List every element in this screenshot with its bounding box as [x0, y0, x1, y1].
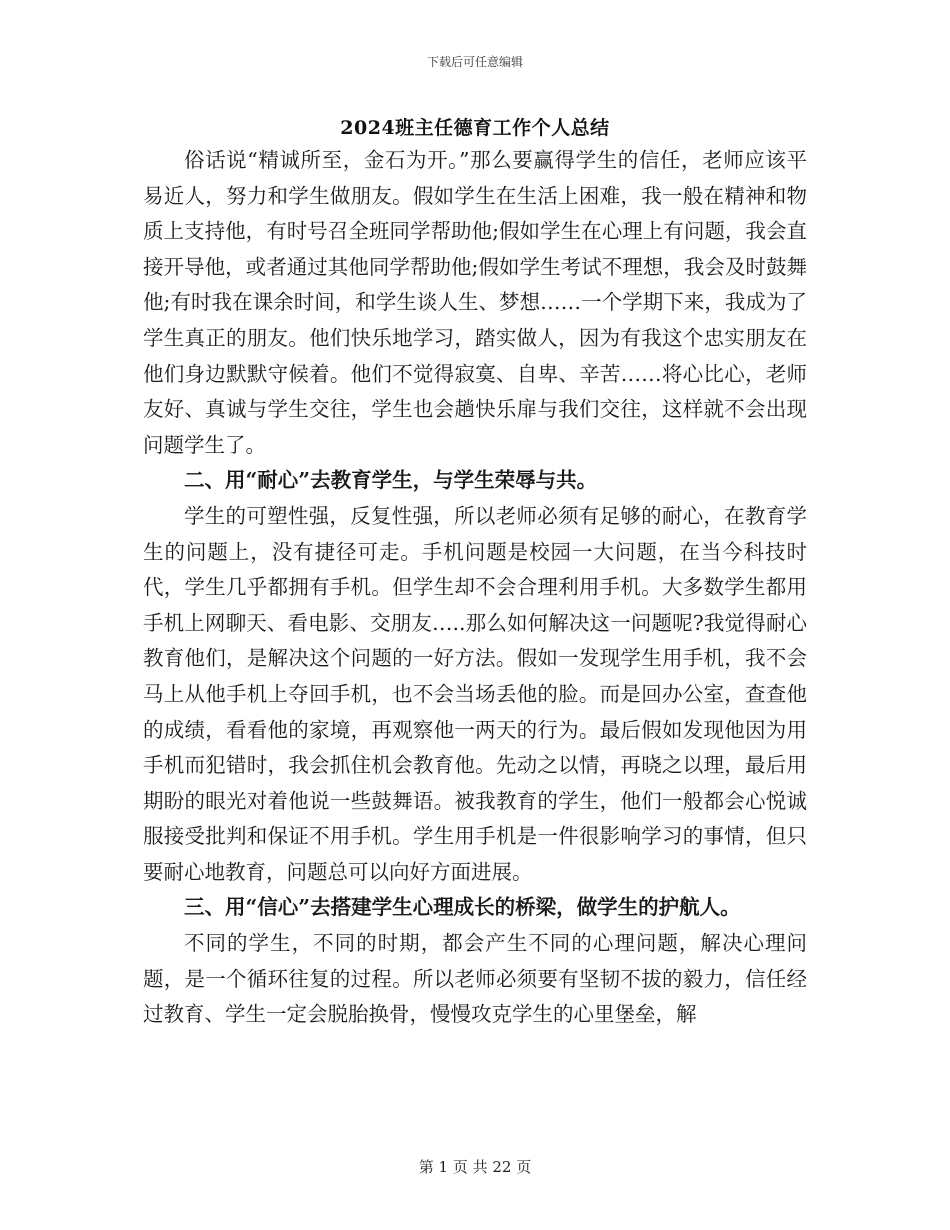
- body-paragraph: 俗话说“精诚所至，金石为开。”那么要赢得学生的信任，老师应该平易近人，努力和学生做朋友。假如学生在生活上困难，我一般在精神和物质上支持他，有时号召全班同学帮助他;假如学生在心理上有问题，我会直接开导他，或者通过其他同学帮助他;假如学生考试不理想，我会及时鼓舞他;有时我在课余时间，和学生谈人生、梦想……一个学期下来，我成为了学生真正的朋友。他们快乐地学习，踏实做人，因为有我这个忠实朋友在他们身边默默守候着。他们不觉得寂寞、自卑、辛苦……将心比心，老师友好、真诚与学生交往，学生也会趟快乐扉与我们交往，这样就不会出现问题学生了。: [143, 148, 807, 457]
- document-title: 2024班主任德育工作个人总结: [340, 117, 610, 139]
- page-footer: 第 1 页 共 22 页: [418, 1158, 532, 1176]
- document-body: [143, 143, 807, 1033]
- body-paragraph: 学生的可塑性强，反复性强，所以老师必须有足够的耐心，在教育学生的问题上，没有捷径可走。手机问题是校园一大问题，在当今科技时代，学生几乎都拥有手机。但学生却不会合理利用手机。大多数学生都用手机上网聊天、看电影、交朋友…..那么如何解决这一问题呢?我觉得耐心教育他们，是解决这个问题的一好方法。假如一发现学生用手机，我不会马上从他手机上夺回手机，也不会当场丢他的脸。而是回办公室，查查他的成绩，看看他的家境，再观察他一两天的行为。最后假如发现他因为用手机而犯错时，我会抓住机会教育他。先动之以情，再晓之以理，最后用期盼的眼光对着他说一些鼓舞语。被我教育的学生，他们一般都会心悦诚服接受批判和保证不用手机。学生用手机是一件很影响学习的事情，但只要耐心地教育，问题总可以向好方面进展。: [143, 503, 807, 884]
- section-heading: 三、用“信心”去搭建学生心理成长的桥梁，做学生的护航人。: [184, 895, 741, 920]
- section-heading: 二、用“耐心”去教育学生，与学生荣辱与共。: [184, 468, 598, 493]
- header-note: 下载后可任意编辑: [426, 55, 523, 69]
- body-paragraph: 不同的学生，不同的时期，都会产生不同的心理问题，解决心理问题，是一个循环往复的过程。所以老师必须要有坚韧不拔的毅力，信任经过教育、学生一定会脱胎换骨，慢慢攻克学生的心里堡垒，解: [143, 931, 807, 1027]
